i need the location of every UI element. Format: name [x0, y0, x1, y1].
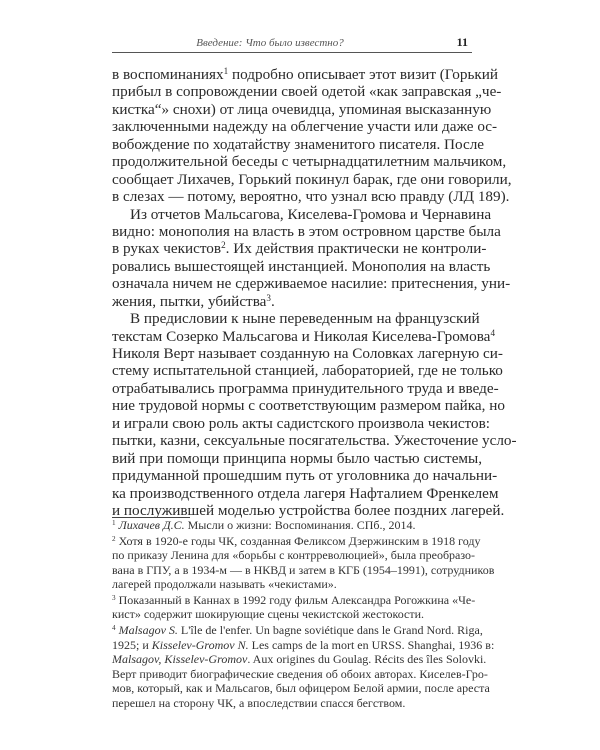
text-line [112, 696, 473, 711]
text-run: отрабатывались программа принудительного труда и введе- [112, 379, 499, 397]
text-line [112, 562, 495, 578]
text-line [112, 153, 507, 171]
text-line [112, 362, 503, 380]
footnote [112, 592, 476, 622]
text-run: продолжительной беседы с четырнадцатилетним мальчиком, [112, 153, 507, 171]
text-run: В предисловии к ныне переведенным на французский [130, 310, 480, 328]
text-line [112, 293, 473, 310]
text-line [112, 327, 495, 345]
text-run: подробно описывает этот визит (Горький [228, 66, 499, 83]
text-run: вана в ГПУ, а в 1934-м — в НКВД и затем в КГБ (1954–1991), сотрудников [112, 562, 495, 577]
footnote-marker[interactable]: 1 [223, 65, 229, 76]
italic-text: Malsagov S. [118, 623, 178, 638]
page-number: 11 [456, 35, 468, 49]
text-line [112, 623, 483, 638]
text-run: Хотя в 1920-е годы ЧК, созданная Феликсом Дзержинским в 1918 году [115, 533, 481, 548]
text-line [112, 592, 476, 608]
text-line [112, 577, 473, 592]
text-run: кист» содержит шокирующие сцены чекистской жестокости. [112, 607, 425, 622]
text-run: Показанный в Каннах в 1992 году фильм Александра Рогожкина «Че- [115, 592, 476, 607]
footnotes [112, 518, 495, 711]
text-line [112, 666, 488, 682]
text-run: ровались вышестоящей инстанцией. Монополия на власть [112, 257, 491, 275]
text-run: Les camps de la mort en URSS. Shanghai, 1936 в: [248, 637, 495, 652]
paragraph [112, 310, 517, 519]
text-run: L'île de l'enfer. Un bagne soviétique dans le Grand Nord. Riga, [177, 623, 483, 638]
text-line [112, 533, 481, 549]
running-header [112, 35, 472, 53]
text-line [112, 65, 499, 83]
footnote [112, 518, 473, 533]
text-line [112, 135, 485, 153]
text-line [112, 467, 498, 485]
text-line [112, 222, 501, 240]
text-line [112, 345, 503, 362]
text-line [112, 414, 490, 432]
footnote-marker[interactable]: 3 [112, 593, 116, 602]
text-run: заключенными надежду на облегчение участи или даже ос- [112, 118, 498, 136]
text-run: прибыл в сопровождении своей одетой «как заправская „че- [112, 83, 502, 101]
body-text [112, 65, 517, 519]
footnote [112, 623, 495, 710]
footnote-marker[interactable]: 4 [490, 327, 495, 338]
text-run: Из отчетов Мальсагова, Киселева-Громова и Чернавина [130, 205, 492, 223]
text-run: видно: монополия на власть в этом островном царстве была [112, 222, 501, 240]
text-run: вобождение по ходатайству знаменитого писателя. После [112, 135, 485, 153]
paragraph [112, 65, 512, 206]
text-run: перешел на сторону ЧК, а впоследствии спасся бегством. [112, 695, 406, 710]
text-line [112, 83, 502, 101]
text-run: текстам Созерко Мальсагова и Николая Киселева-Громова [112, 327, 491, 345]
text-run: означала ничем не сдерживаемое насилие: притеснения, уни- [112, 275, 511, 293]
text-line [112, 607, 473, 622]
text-line [112, 188, 510, 206]
text-run: Николя Верт называет созданную на Соловках лагерную си- [112, 345, 503, 362]
text-run: кистка“» снохи) от лица очевидца, упоминая высказанную [112, 100, 492, 118]
text-run: 1925; и [112, 637, 152, 652]
running-header-title: Введение: Что было известно? [196, 37, 344, 49]
footnote-marker[interactable]: 2 [112, 534, 116, 543]
italic-text: Лихачев Д.С. [118, 518, 185, 532]
text-run: ние трудовой нормы с соответствующим размером пайка, но [112, 397, 505, 415]
text-line [112, 518, 473, 533]
text-run: вий при помощи принципа нормы было частью системы, [112, 449, 483, 467]
text-run: стему испытательной станцией, лабораторией, где не только [112, 362, 503, 380]
text-run: в руках чекистов [112, 240, 222, 258]
text-run: по приказу Ленина для «борьбы с контрреволюцией», была преобразо- [112, 548, 476, 563]
text-line [112, 100, 492, 118]
text-run: Верт приводит биографические сведения об обоих авторах. Киселев-Гро- [112, 666, 488, 681]
text-line [112, 379, 499, 397]
text-line [112, 449, 483, 467]
text-run: ка производственного отдела лагеря Нафталием Френкелем [112, 484, 499, 502]
text-line [112, 275, 511, 293]
footnote-marker[interactable]: 4 [112, 624, 116, 633]
text-run: в воспоминаниях [112, 66, 224, 83]
text-run: . [270, 292, 275, 310]
text-run: сообщает Лихачев, Горький покинул барак, где они говорили, [112, 170, 512, 188]
footnote [112, 533, 495, 592]
text-line [112, 652, 487, 667]
text-run: лагерей продолжали называть «чекистами». [112, 577, 337, 592]
footnote-marker[interactable]: 2 [221, 240, 226, 251]
text-run: . Их действия практически не контроли- [225, 240, 487, 258]
text-run: в слезах — потому, вероятно, что узнал всю правду (ЛД 189). [112, 188, 510, 206]
text-run: и играли свою роль акты садистского произвола чекистов: [112, 414, 490, 432]
text-line [112, 397, 505, 415]
italic-text: Kisselev-Gromov N. [151, 637, 249, 652]
text-line [112, 205, 492, 223]
text-run: Мысли о жизни: Воспоминания. СПб., 2014. [184, 518, 416, 532]
text-line [112, 118, 498, 136]
text-line [112, 240, 487, 258]
paragraph [112, 205, 511, 311]
text-line [112, 548, 476, 563]
text-line [112, 637, 495, 653]
text-line [112, 484, 499, 502]
italic-text: Malsagov, Kisselev-Gromov [112, 652, 248, 667]
text-run: жения, пытки, убийства [112, 292, 267, 310]
text-line [112, 681, 490, 696]
text-run: и послужившей моделью устройства более поздних лагерей. [112, 501, 505, 519]
text-run: придуманной прошедшим путь от уголовника до начальни- [112, 467, 498, 485]
footnote-marker[interactable]: 3 [266, 292, 271, 303]
text-run: мов, который, как и Мальсагов, был офицером Белой армии, после ареста [112, 681, 490, 696]
text-line [112, 257, 491, 275]
text-line [112, 170, 512, 188]
text-run: . Aux origines du Goulag. Récits des îles Solovki. [247, 652, 487, 667]
text-line [112, 432, 517, 450]
text-line [112, 310, 480, 328]
text-run: пытки, казни, сексуальные посягательства. Ужесточение усло- [112, 432, 517, 450]
footnote-marker[interactable]: 1 [112, 519, 116, 528]
